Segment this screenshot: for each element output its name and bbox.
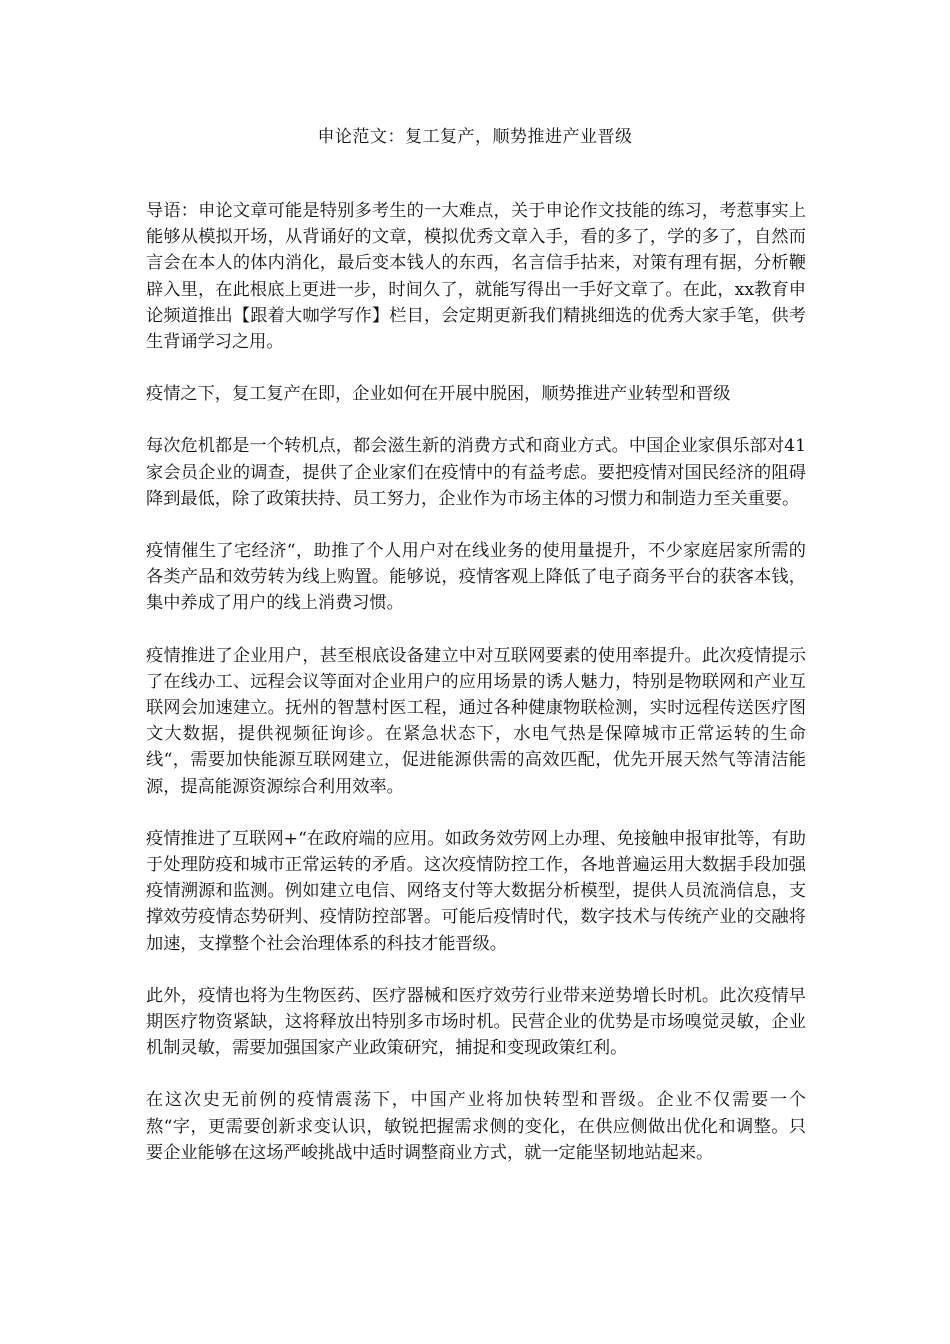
paragraph-heading: 疫情之下，复工复产在即，企业如何在开展中脱困，顺势推进产业转型和晋级	[146, 384, 731, 405]
paragraph-enterprise-users: 疫情推进了企业用户，甚至根底设备建立中对互联网要素的使用率提升。此次疫情提示了在线办工、远程会议等面对企业用户的应用场景的诱人魅力，特别是物联网和产业互联网会加速建立。抚州的智慧村医工程，通过各种健康物联检测，实时远程传送医疗图文大数据，提供视频征询诊。在紧急状态下，水电气热是保障城市正常运转的生命线“，需要加快能源互联网建立，促进能源供需的高效匹配，优先开展天然气等清洁能源，提高能源资源综合利用效率。	[146, 645, 806, 797]
paragraph-medical: 此外，疫情也将为生物医药、医疗器械和医疗效劳行业带来逆势增长时机。此次疫情早期医疗物资紧缺，这将释放出特别多市场时机。民营企业的优势是市场嗅觉灵敏，企业机制灵敏，需要加强国家产业政策研究，捕捉和变现政策红利。	[146, 985, 806, 1059]
paragraph-internet-plus: 疫情推进了互联网+“在政府端的应用。如政务效劳网上办理、免接触申报审批等，有助于处理防疫和城市正常运转的矛盾。这次疫情防控工作，各地普遍运用大数据手段加强疫情溯源和监测。例如建立电信、网络支付等大数据分析模型，提供人员流淌信息，支撑效劳疫情态势研判、疫情防控部署。可能后疫情时代，数字技术与传统产业的交融将加速，支撑整个社会治理体系的科技才能晋级。	[146, 828, 806, 954]
paragraph-home-economy: 疫情催生了宅经济“，助推了个人用户对在线业务的使用量提升，不少家庭居家所需的各类产品和效劳转为线上购置。能够说，疫情客观上降低了电子商务平台的获客本钱，集中养成了用户的线上消费习惯。	[146, 541, 806, 614]
document-title: 申论范文：复工复产，顺势推进产业晋级	[317, 127, 633, 147]
paragraph-conclusion: 在这次史无前例的疫情震荡下，中国产业将加快转型和晋级。企业不仅需要一个熬“字，更需要创新求变认识，敏锐把握需求侧的变化，在供应侧做出优化和调整。只要企业能够在这场严峻挑战中适时调整商业方式，就一定能坚韧地站起来。	[146, 1090, 806, 1163]
document-body	[146, 198, 806, 1192]
paragraph-intro: 导语：申论文章可能是特别多考生的一大难点，关于申论作文技能的练习，考惹事实上能够从模拟开场，从背诵好的文章，模拟优秀文章入手，看的多了，学的多了，自然而言会在本人的体内消化，最后变本钱人的东西，名言信手拈来，对策有理有据，分析鞭辟入里，在此根底上更进一步，时间久了，就能写得出一手好文章了。在此，xx教育申论频道推出【跟着大咖学写作】栏目，会定期更新我们精挑细选的优秀大家手笔，供考生背诵学习之用。	[146, 201, 806, 353]
paragraph-crisis: 每次危机都是一个转机点，都会滋生新的消费方式和商业方式。中国企业家俱乐部对41家会员企业的调查，提供了企业家们在疫情中的有益考虑。要把疫情对国民经济的阻碍降到最低，除了政策扶持、员工努力，企业作为市场主体的习惯力和制造力至关重要。	[146, 436, 806, 509]
